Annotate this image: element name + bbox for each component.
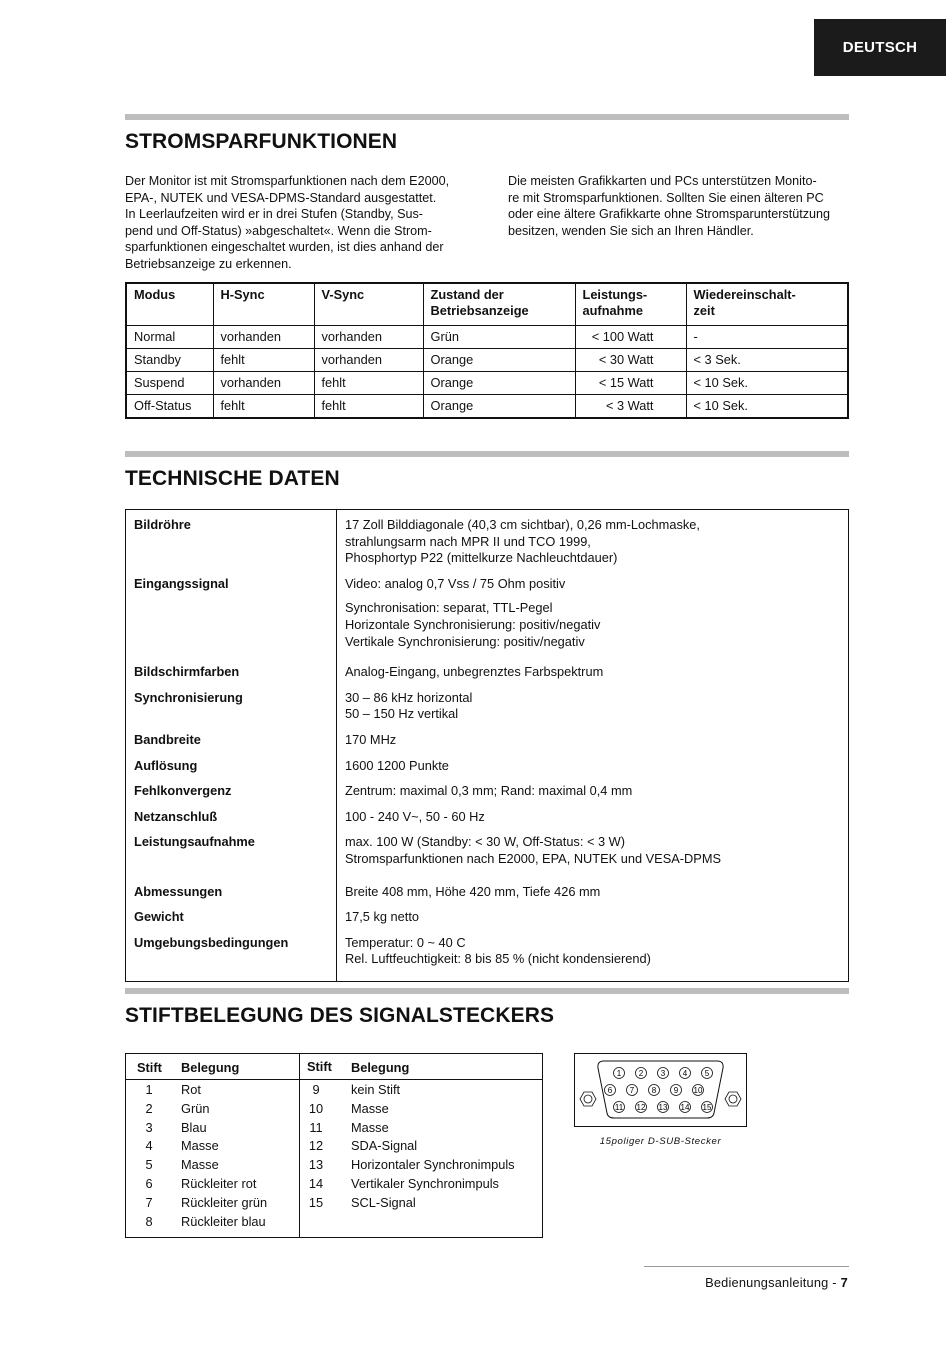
pin-number: 11 (309, 1119, 323, 1135)
table-cell: fehlt (314, 372, 423, 395)
power-intro-col1 (125, 173, 470, 273)
spec-value (337, 683, 849, 725)
col-header-mode: Modus (126, 283, 213, 326)
spec-label: Bildröhre (126, 510, 337, 569)
spec-value-line: max. 100 W (Standby: < 30 W, Off-Status: < 3 W) (345, 834, 625, 850)
pin-table-header (126, 1054, 299, 1080)
spec-label: Gewicht (126, 902, 337, 928)
text-line: In Leerlaufzeiten wird er in drei Stufen (Standby, Sus- (125, 207, 423, 222)
connector-pin-label: 5 (704, 1069, 710, 1078)
pin-row (300, 1136, 542, 1155)
pin-row (126, 1174, 299, 1193)
spec-value-line: strahlungsarm nach MPR II und TCO 1999, (345, 533, 591, 549)
pin-row (126, 1136, 299, 1155)
table-header-row (126, 283, 848, 326)
table-row (126, 372, 848, 395)
spec-row (126, 683, 849, 725)
connector-pin-label: 9 (673, 1086, 679, 1095)
table-cell: Standby (126, 349, 213, 372)
spec-label: Abmessungen (126, 870, 337, 903)
connector-pin-label: 8 (651, 1086, 657, 1095)
spec-value-line: 17,5 kg netto (345, 909, 419, 925)
spec-label: Eingangssignal (126, 569, 337, 652)
dsub-connector-diagram (574, 1053, 747, 1127)
spec-row (126, 510, 849, 569)
text-line: sparfunktionen eingeschaltet wurden, ist dies anhand der (125, 240, 444, 255)
pin-row (126, 1080, 299, 1099)
section-divider (125, 114, 849, 120)
spec-value (337, 776, 849, 802)
connector-pin-label: 3 (660, 1069, 666, 1078)
col-header-wake: Wiedereinschalt- zeit (686, 283, 848, 326)
pin-row (300, 1174, 542, 1193)
spec-label: Fehlkonvergenz (126, 776, 337, 802)
pin-row (126, 1099, 299, 1118)
pin-column-left (126, 1054, 300, 1237)
connector-pin-label: 13 (658, 1103, 668, 1112)
pin-assignment: Rückleiter grün (181, 1194, 268, 1210)
spec-value (337, 827, 849, 869)
pin-assignment: Masse (181, 1157, 219, 1173)
spec-value (337, 928, 849, 982)
pin-row (126, 1155, 299, 1174)
spec-value (337, 510, 849, 569)
section-title-pins: STIFTBELEGUNG DES SIGNALSTECKERS (125, 1004, 555, 1027)
connector-pin (658, 1102, 669, 1113)
pin-number: 9 (312, 1082, 320, 1097)
pin-row (126, 1193, 299, 1212)
header-assignment: Belegung (351, 1060, 410, 1075)
pin-row (300, 1080, 542, 1099)
spec-value-line: Temperatur: 0 ~ 40 C (345, 934, 466, 950)
pin-number: 1 (145, 1082, 153, 1097)
spec-value-line: Horizontale Synchronisierung: positiv/negativ (345, 616, 601, 632)
table-cell: < 10 Sek. (686, 372, 848, 395)
spec-row (126, 725, 849, 751)
table-row (126, 326, 848, 349)
connector-pin-label: 1 (616, 1069, 622, 1078)
connector-pin-label: 12 (636, 1103, 646, 1112)
table-cell: Off-Status (126, 395, 213, 419)
pin-assignment: Masse (351, 1119, 389, 1135)
table-cell: < 15 Watt (575, 372, 686, 395)
pin-number: 8 (145, 1213, 153, 1229)
connector-pin (636, 1102, 647, 1113)
pin-row (126, 1118, 299, 1137)
table-cell: < 30 Watt (575, 349, 686, 372)
spec-value-line: Breite 408 mm, Höhe 420 mm, Tiefe 426 mm (345, 883, 601, 899)
pin-number: 7 (145, 1194, 153, 1210)
table-cell: Orange (423, 349, 575, 372)
connector-pin (614, 1102, 625, 1113)
spec-value-line: 30 – 86 kHz horizontal (345, 689, 473, 705)
pin-number: 14 (308, 1175, 324, 1191)
col-header-vsync: V-Sync (314, 283, 423, 326)
pin-assignment: Masse (181, 1138, 219, 1154)
pin-row (300, 1099, 542, 1118)
spec-row (126, 827, 849, 869)
pin-row (300, 1118, 542, 1137)
spec-label: Auflösung (126, 751, 337, 777)
pin-assignment: Rückleiter blau (181, 1213, 266, 1229)
pin-assignment: Rot (181, 1082, 201, 1097)
page-footer (705, 1275, 848, 1290)
pin-row (300, 1155, 542, 1174)
language-tab: DEUTSCH (814, 19, 946, 76)
footer-rule (644, 1266, 849, 1267)
spec-value-line: Rel. Luftfeuchtigkeit: 8 bis 85 % (nicht kondensierend) (345, 951, 651, 967)
power-intro-col2 (508, 173, 853, 239)
text-line: EPA-, NUTEK und VESA-DPMS-Standard ausgestattet. (125, 190, 437, 205)
connector-pin-label: 10 (693, 1086, 703, 1095)
specs-table (125, 509, 849, 982)
table-cell: fehlt (213, 395, 314, 419)
page-number: 7 (840, 1275, 848, 1290)
section-title-power: STROMSPARFUNKTIONEN (125, 130, 398, 153)
col-header-hsync: H-Sync (213, 283, 314, 326)
pin-number: 3 (145, 1119, 153, 1135)
text-line: re mit Stromsparfunktionen. Sollten Sie einen älteren PC (508, 190, 824, 205)
col-header-indicator: Zustand der Betriebsanzeige (423, 283, 575, 326)
spec-row (126, 802, 849, 828)
spec-value (337, 902, 849, 928)
col-header-power: Leistungs- aufnahme (575, 283, 686, 326)
spec-row (126, 870, 849, 903)
text-line: pend und Off-Status) »abgeschaltet«. Wenn die Strom- (125, 223, 432, 238)
spec-label: Leistungsaufnahme (126, 827, 337, 869)
connector-caption: 15poliger D-SUB-Stecker (599, 1136, 722, 1147)
connector-pin-label: 14 (680, 1103, 690, 1112)
pin-number: 10 (308, 1100, 324, 1116)
pin-assignment: Blau (181, 1119, 207, 1135)
header-pin: Stift (307, 1059, 332, 1074)
pin-row (126, 1212, 299, 1231)
spec-value (337, 751, 849, 777)
table-cell: Normal (126, 326, 213, 349)
spec-value-line: Video: analog 0,7 Vss / 75 Ohm positiv (345, 575, 566, 591)
power-modes-table (125, 282, 849, 419)
pin-table-header (300, 1054, 542, 1080)
spec-value (337, 569, 849, 652)
pin-number: 6 (145, 1175, 153, 1191)
connector-pin (693, 1085, 704, 1096)
pin-assignment: Rückleiter rot (181, 1175, 257, 1191)
spec-value (337, 870, 849, 903)
table-cell: vorhanden (314, 326, 423, 349)
spec-label: Bildschirmfarben (126, 652, 337, 683)
header-assignment: Belegung (181, 1060, 240, 1075)
spec-row (126, 652, 849, 683)
pin-assignment: Vertikaler Synchronimpuls (351, 1175, 499, 1191)
pin-assignment: Grün (181, 1100, 210, 1116)
pin-column-right (300, 1054, 542, 1237)
spec-value-line: 17 Zoll Bilddiagonale (40,3 cm sichtbar), 0,26 mm-Lochmaske, (345, 517, 700, 532)
spec-row (126, 751, 849, 777)
connector-pin-label: 7 (629, 1086, 635, 1095)
spec-row (126, 928, 849, 982)
pin-number: 12 (308, 1138, 324, 1154)
spec-row (126, 776, 849, 802)
table-cell: < 10 Sek. (686, 395, 848, 419)
connector-pin-label: 6 (607, 1086, 613, 1095)
text-line: besitzen, wenden Sie sich an Ihren Händler. (508, 223, 754, 238)
section-divider (125, 988, 849, 994)
table-cell: fehlt (314, 395, 423, 419)
table-cell: < 3 Watt (575, 395, 686, 419)
spec-value (337, 652, 849, 683)
spec-value-line: Stromsparfunktionen nach E2000, EPA, NUTEK und VESA-DPMS (345, 850, 722, 866)
spec-value (337, 802, 849, 828)
spec-value-line: Vertikale Synchronisierung: positiv/negativ (345, 633, 585, 649)
connector-pin-label: 11 (614, 1103, 624, 1112)
spec-label: Bandbreite (126, 725, 337, 751)
connector-pin-label: 2 (638, 1069, 644, 1078)
spec-row (126, 569, 849, 652)
spec-value-line: 50 – 150 Hz vertikal (345, 706, 459, 722)
pin-number: 13 (308, 1157, 324, 1173)
pin-assignment-table (125, 1053, 543, 1238)
spec-label: Synchronisierung (126, 683, 337, 725)
pin-assignment: Masse (351, 1100, 389, 1116)
spec-value (337, 725, 849, 751)
pin-assignment: SCL-Signal (351, 1194, 416, 1210)
text-line: Betriebsanzeige zu erkennen. (125, 256, 292, 271)
table-cell: < 3 Sek. (686, 349, 848, 372)
pin-number: 2 (145, 1100, 153, 1116)
spec-value-line: 1600 1200 Punkte (345, 757, 449, 773)
pin-assignment: SDA-Signal (351, 1138, 418, 1154)
table-cell: Orange (423, 395, 575, 419)
section-divider (125, 451, 849, 457)
pin-number: 15 (308, 1194, 324, 1210)
connector-pin (680, 1102, 691, 1113)
connector-pin-label: 4 (682, 1069, 688, 1078)
table-cell: vorhanden (314, 349, 423, 372)
section-title-specs: TECHNISCHE DATEN (125, 467, 340, 490)
table-cell: < 100 Watt (575, 326, 686, 349)
table-cell: vorhanden (213, 372, 314, 395)
spec-value-line: Analog-Eingang, unbegrenztes Farbspektrum (345, 664, 604, 680)
spec-label: Netzanschluß (126, 802, 337, 828)
table-row (126, 395, 848, 419)
table-cell: Suspend (126, 372, 213, 395)
pin-assignment: kein Stift (351, 1082, 401, 1097)
table-row (126, 349, 848, 372)
table-cell: vorhanden (213, 326, 314, 349)
spec-label: Umgebungsbedingungen (126, 928, 337, 982)
table-cell: fehlt (213, 349, 314, 372)
spec-row (126, 902, 849, 928)
table-cell: - (686, 326, 848, 349)
header-pin: Stift (137, 1060, 162, 1075)
spec-value-line: Synchronisation: separat, TTL-Pegel (345, 600, 553, 616)
pin-number: 5 (145, 1157, 153, 1173)
connector-pin-label: 15 (702, 1103, 712, 1112)
pin-assignment: Horizontaler Synchronimpuls (351, 1157, 515, 1173)
text-line: Der Monitor ist mit Stromsparfunktionen nach dem E2000, (125, 174, 450, 188)
text-line: oder eine ältere Grafikkarte ohne Stromsparunterstützung (508, 207, 831, 222)
connector-pin (702, 1102, 713, 1113)
spec-value-line: Phosphortyp P22 (mittelkurze Nachleuchtdauer) (345, 550, 618, 566)
table-cell: Grün (423, 326, 575, 349)
spec-value-line: 100 - 240 V~, 50 - 60 Hz (345, 808, 485, 824)
spec-value-line: Zentrum: maximal 0,3 mm; Rand: maximal 0,4 mm (345, 783, 633, 799)
spec-value-line: 170 MHz (345, 731, 397, 747)
pin-number: 4 (145, 1138, 153, 1154)
footer-text: Bedienungsanleitung - (705, 1275, 837, 1290)
text-line: Die meisten Grafikkarten und PCs unterstützen Monito- (508, 174, 817, 188)
table-cell: Orange (423, 372, 575, 395)
pin-row (300, 1193, 542, 1212)
